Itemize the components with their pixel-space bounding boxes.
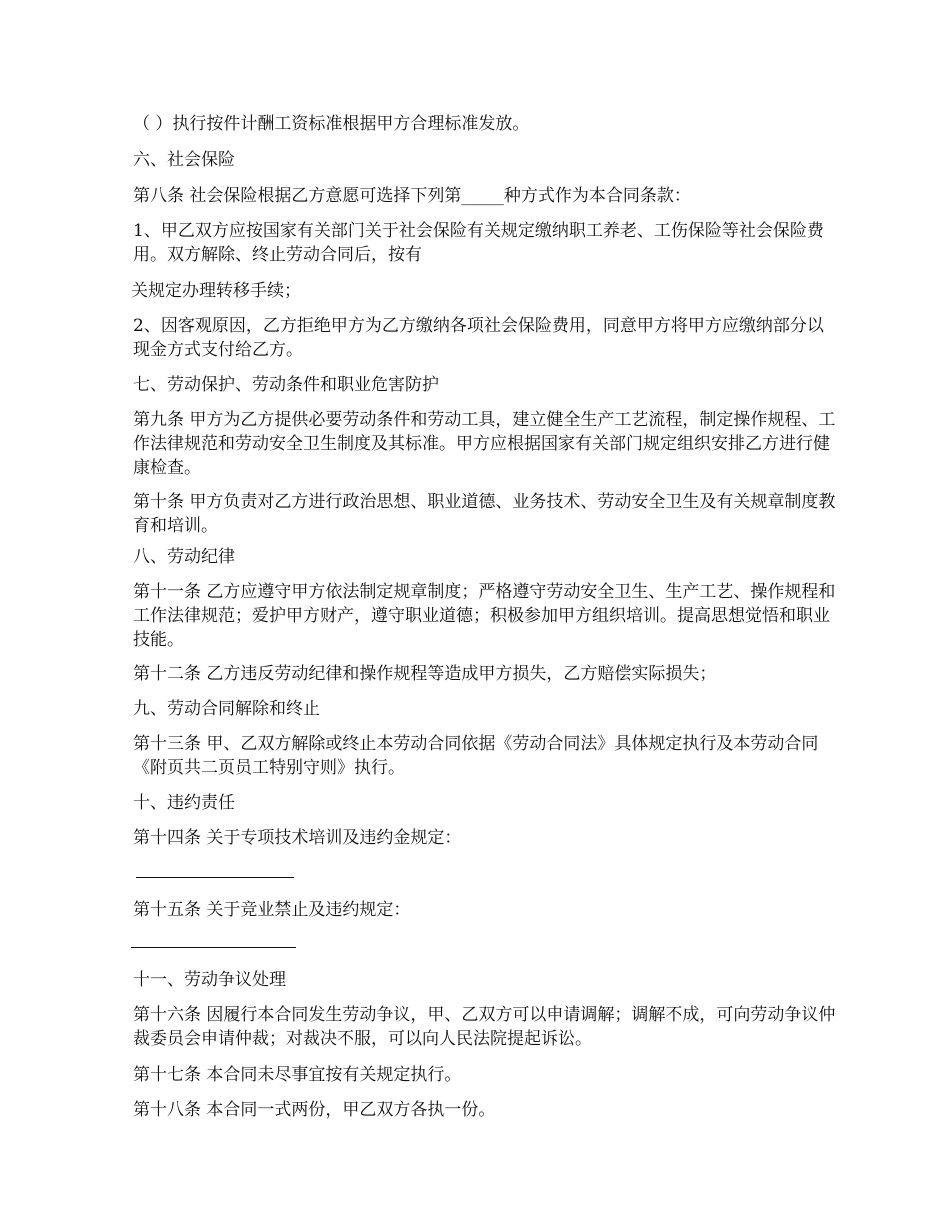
article-9: 第九条 甲方为乙方提供必要劳动条件和劳动工具，建立健全生产工艺流程，制定操作规程、工作法律规范和劳动安全卫生制度及其标准。甲方应根据国家有关部门规定组织安排乙方进行健康检查。 (133, 410, 836, 478)
article-8-option-1-continued: 关规定办理转移手续； (131, 281, 301, 301)
heading-labor-discipline: 八、劳动纪律 (133, 547, 235, 567)
article-14: 第十四条 关于专项技术培训及违约金规定： (133, 828, 462, 848)
article-18: 第十八条 本合同一式两份，甲乙双方各执一份。 (133, 1100, 496, 1120)
heading-labor-protection: 七、劳动保护、劳动条件和职业危害防护 (133, 375, 439, 395)
paragraph-piecework-wage: （ ）执行按件计酬工资标准根据甲方合理标准发放。 (133, 114, 530, 134)
article-10: 第十条 甲方负责对乙方进行政治思想、职业道德、业务技术、劳动安全卫生及有关规章制度教育和培训。 (133, 492, 836, 536)
article-8: 第八条 社会保险根据乙方意愿可选择下列第_____种方式作为本合同条款： (133, 186, 691, 206)
heading-social-insurance: 六、社会保险 (133, 150, 235, 170)
article-16: 第十六条 因履行本合同发生劳动争议，甲、乙双方可以申请调解；调解不成，可向劳动争议仲裁委员会申请仲裁；对裁决不服，可以向人民法院提起诉讼。 (133, 1005, 836, 1049)
article-15-blank-line (131, 947, 296, 948)
heading-dispute-resolution: 十一、劳动争议处理 (133, 970, 286, 990)
article-15: 第十五条 关于竞业禁止及违约规定： (133, 900, 411, 920)
heading-contract-termination: 九、劳动合同解除和终止 (133, 699, 320, 719)
article-13: 第十三条 甲、乙双方解除或终止本劳动合同依据《劳动合同法》具体规定执行及本劳动合同《附页共二页员工特别守则》执行。 (133, 734, 819, 778)
article-12: 第十二条 乙方违反劳动纪律和操作规程等造成甲方损失，乙方赔偿实际损失； (133, 664, 717, 684)
heading-breach-liability: 十、违约责任 (133, 793, 235, 813)
article-8-option-2: 2、因客观原因，乙方拒绝甲方为乙方缴纳各项社会保险费用，同意甲方将甲方应缴纳部分以现金方式支付给乙方。 (133, 316, 824, 360)
article-11: 第十一条 乙方应遵守甲方依法制定规章制度；严格遵守劳动安全卫生、生产工艺、操作规程和工作法律规范；爱护甲方财产，遵守职业道德；积极参加甲方组织培训。提高思想觉悟和职业技能。 (133, 582, 836, 650)
article-17: 第十七条 本合同未尽事宜按有关规定执行。 (133, 1065, 462, 1085)
article-8-option-1: 1、甲乙双方应按国家有关部门关于社会保险有关规定缴纳职工养老、工伤保险等社会保险费用。双方解除、终止劳动合同后，按有 (133, 221, 824, 265)
article-14-blank-line (136, 877, 294, 878)
